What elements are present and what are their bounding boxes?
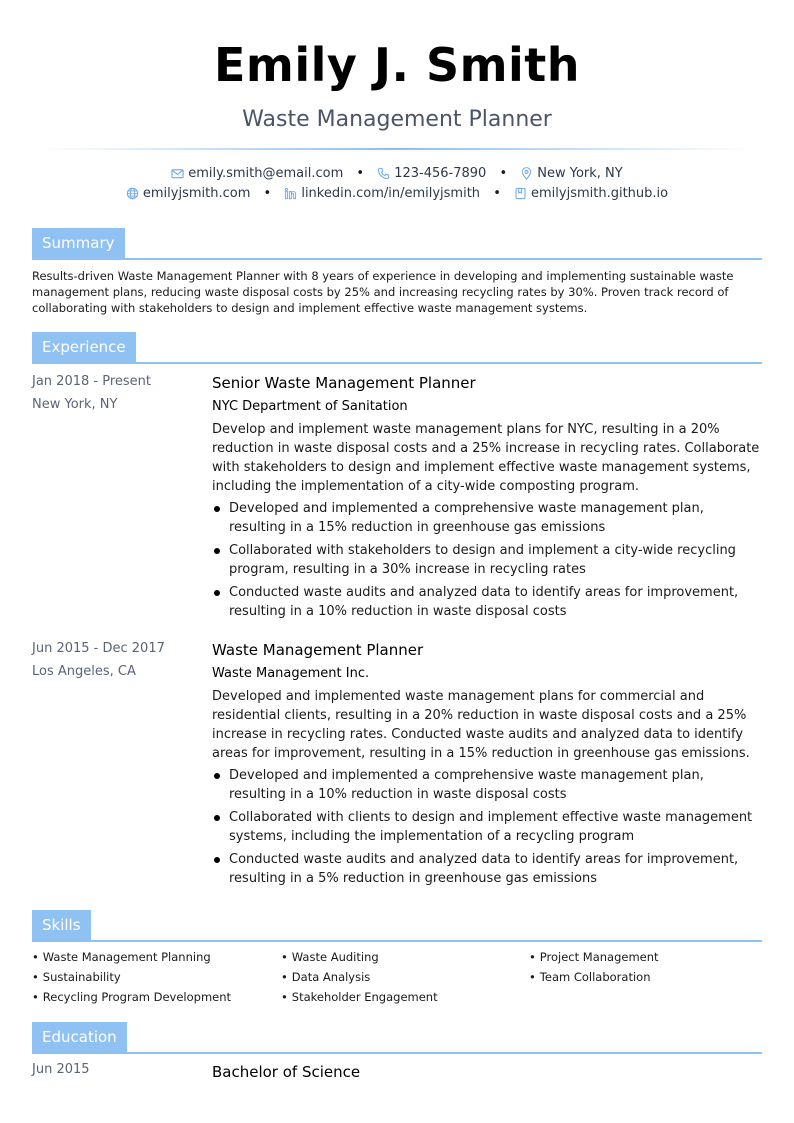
experience-bullet: Developed and implemented a comprehensive waste management plan, resulting in a 10% reduction in waste disposal costs [212, 766, 762, 804]
experience-role: Waste Management Planner [212, 641, 424, 659]
contact-separator: • [356, 166, 365, 181]
section-title: Summary [32, 228, 125, 259]
section-divider [32, 362, 762, 364]
experience-company: Waste Management Inc. [212, 666, 370, 681]
experience-location: Los Angeles, CA [32, 664, 136, 679]
experience-meta [32, 372, 202, 418]
experience-dates: Jan 2018 - Present [32, 374, 151, 389]
education-degree: Bachelor of Science [212, 1063, 361, 1081]
section-title: Skills [32, 910, 91, 941]
experience-bullets [212, 766, 762, 888]
contact-row-2 [0, 186, 794, 201]
section-divider [32, 258, 762, 260]
experience-bullet: Collaborated with clients to design and implement effective waste management systems, including the implementation of a recycling program [212, 808, 762, 846]
skill-item: • Waste Auditing [281, 950, 379, 964]
skill-item: • Project Management [529, 950, 659, 964]
globe-icon [126, 187, 139, 200]
experience-dates: Jun 2015 - Dec 2017 [32, 641, 165, 656]
location-text: New York, NY [537, 166, 623, 181]
experience-bullet: Conducted waste audits and analyzed data to identify areas for improvement, resulting in a 5% reduction in greenhouse gas emissions [212, 850, 762, 888]
contact-row-1 [0, 166, 794, 181]
summary-text: Results-driven Waste Management Planner with 8 years of experience in developing and implementing sustainable waste management plans, reducing waste disposal costs by 25% and increasing recycling rates by 30%. Proven track record of collaborating with stakeholders to design and implement effective waste management systems. [32, 269, 734, 315]
map-pin-icon [520, 167, 533, 180]
contact-separator: • [499, 166, 508, 181]
skill-item: • Team Collaboration [529, 970, 651, 984]
header-divider [40, 148, 754, 150]
contact-website[interactable] [126, 186, 250, 201]
skill-item: • Stakeholder Engagement [281, 990, 438, 1004]
contact-github[interactable] [514, 186, 668, 201]
skill-item: • Recycling Program Development [32, 990, 231, 1004]
experience-description: Developed and implemented waste management plans for commercial and residential clients, resulting in a 20% reduction in waste disposal costs and a 25% increase in recycling rates. Conducted waste audits and analyzed data to identify areas for improvement, resulting in a 15% reduction in greenhouse gas emissions. [212, 689, 750, 761]
education-date: Jun 2015 [32, 1062, 90, 1077]
bookmark-icon [514, 187, 527, 200]
section-title: Experience [32, 332, 136, 363]
contact-location [520, 166, 622, 181]
summary-section-header [32, 228, 762, 260]
experience-details [212, 372, 762, 625]
section-divider [32, 1052, 762, 1054]
contact-linkedin[interactable] [284, 186, 480, 201]
linkedin-text: linkedin.com/in/emilyjsmith [301, 186, 481, 201]
section-divider [32, 940, 762, 942]
website-text: emilyjsmith.com [142, 186, 251, 201]
experience-section-header [32, 332, 762, 364]
experience-details [212, 639, 762, 892]
envelope-icon [171, 167, 184, 180]
experience-bullets [212, 499, 762, 621]
contact-email[interactable] [171, 166, 343, 181]
linkedin-icon [284, 187, 297, 200]
contact-phone[interactable] [377, 166, 486, 181]
skills-section-header [32, 910, 762, 942]
skill-item: • Sustainability [32, 970, 121, 984]
github-text: emilyjsmith.github.io [531, 186, 669, 201]
section-title: Education [32, 1022, 127, 1053]
experience-role: Senior Waste Management Planner [212, 374, 476, 392]
email-text: emily.smith@email.com [188, 166, 344, 181]
contact-separator: • [493, 186, 501, 201]
candidate-name: Emily J. Smith [213, 38, 581, 92]
education-section-header [32, 1022, 762, 1054]
experience-company: NYC Department of Sanitation [212, 399, 408, 414]
experience-bullet: Conducted waste audits and analyzed data to identify areas for improvement, resulting in a 10% reduction in waste disposal costs [212, 583, 762, 621]
experience-bullet: Collaborated with stakeholders to design and implement a city-wide recycling program, resulting in a 30% increase in recycling rates [212, 541, 762, 579]
experience-location: New York, NY [32, 397, 118, 412]
experience-description: Develop and implement waste management plans for NYC, resulting in a 20% reduction in waste disposal costs and a 25% increase in recycling rates. Collaborate with stakeholders to design and implement effective waste management systems, including the implementation of a city-wide composting program. [212, 422, 760, 494]
skill-item: • Waste Management Planning [32, 950, 211, 964]
skill-item: • Data Analysis [281, 970, 370, 984]
experience-meta [32, 639, 202, 685]
phone-icon [377, 167, 390, 180]
contact-separator: • [263, 186, 272, 201]
job-title: Waste Management Planner [242, 107, 552, 132]
phone-text: 123-456-7890 [394, 166, 487, 181]
experience-bullet: Developed and implemented a comprehensive waste management plan, resulting in a 15% reduction in greenhouse gas emissions [212, 499, 762, 537]
